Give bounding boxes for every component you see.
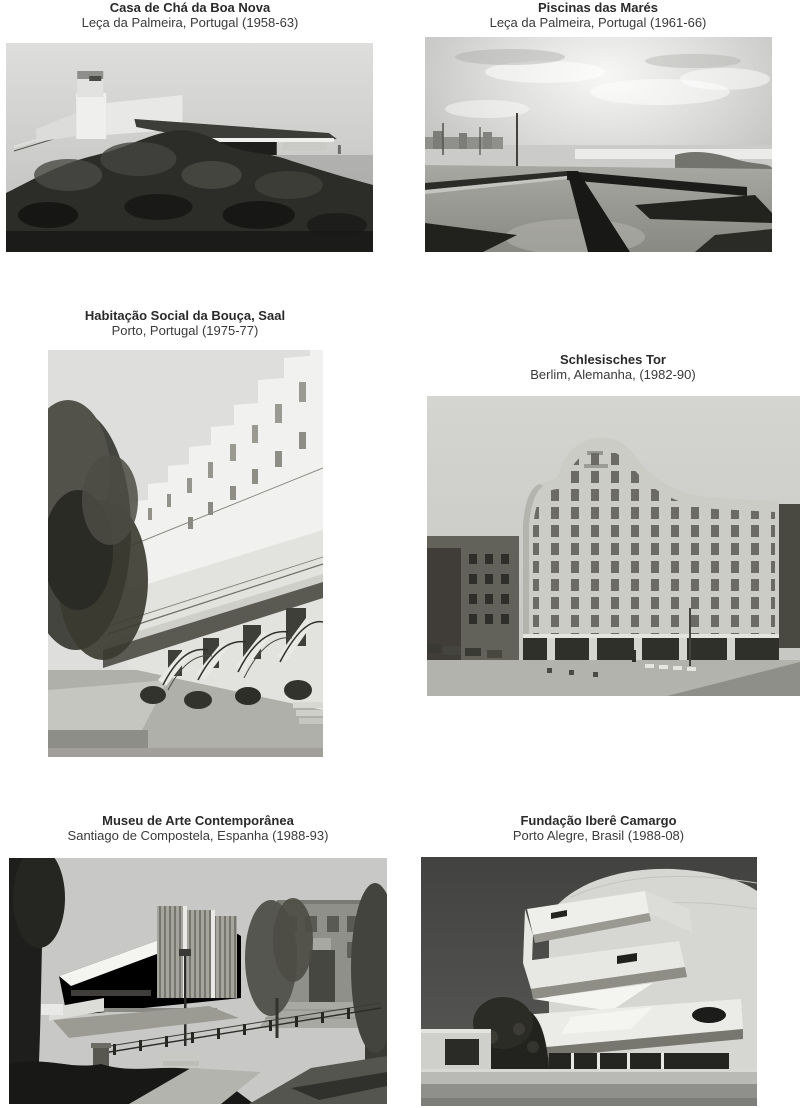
caption-museu	[8, 813, 388, 843]
project-subtitle: Leça da Palmeira, Portugal (1961-66)	[489, 15, 707, 30]
schlesisches-tor-illustration	[427, 396, 800, 696]
bouca-illustration	[48, 350, 323, 757]
caption-piscinas	[423, 0, 773, 30]
project-title: Schlesisches Tor	[560, 352, 666, 367]
project-title: Museu de Arte Contemporânea	[102, 813, 294, 828]
project-subtitle: Porto, Portugal (1975-77)	[111, 323, 259, 338]
project-title: Casa de Chá da Boa Nova	[109, 0, 271, 15]
project-subtitle: Santiago de Compostela, Espanha (1988-93)	[67, 828, 329, 843]
project-subtitle: Leça da Palmeira, Portugal (1958-63)	[81, 15, 299, 30]
project-title: Fundação Iberê Camargo	[520, 813, 677, 828]
photo-bouca	[48, 350, 323, 757]
piscinas-illustration	[425, 37, 772, 252]
photo-schlesisches-tor	[427, 396, 800, 696]
caption-bouca	[35, 308, 335, 338]
project-subtitle: Berlim, Alemanha, (1982-90)	[530, 367, 696, 382]
caption-ibere-camargo	[420, 813, 777, 843]
photo-ibere-camargo	[421, 857, 757, 1106]
caption-schlesisches-tor	[438, 352, 788, 382]
casa-de-cha-illustration	[6, 43, 373, 252]
project-title: Piscinas das Marés	[538, 0, 658, 15]
photo-casa-de-cha	[6, 43, 373, 252]
photo-piscinas	[425, 37, 772, 252]
museu-illustration	[9, 858, 387, 1104]
caption-casa-de-cha	[0, 0, 380, 30]
ibere-camargo-illustration	[421, 857, 757, 1106]
project-subtitle: Porto Alegre, Brasil (1988-08)	[512, 828, 685, 843]
photo-museu	[9, 858, 387, 1104]
project-title: Habitação Social da Bouça, Saal	[84, 308, 286, 323]
